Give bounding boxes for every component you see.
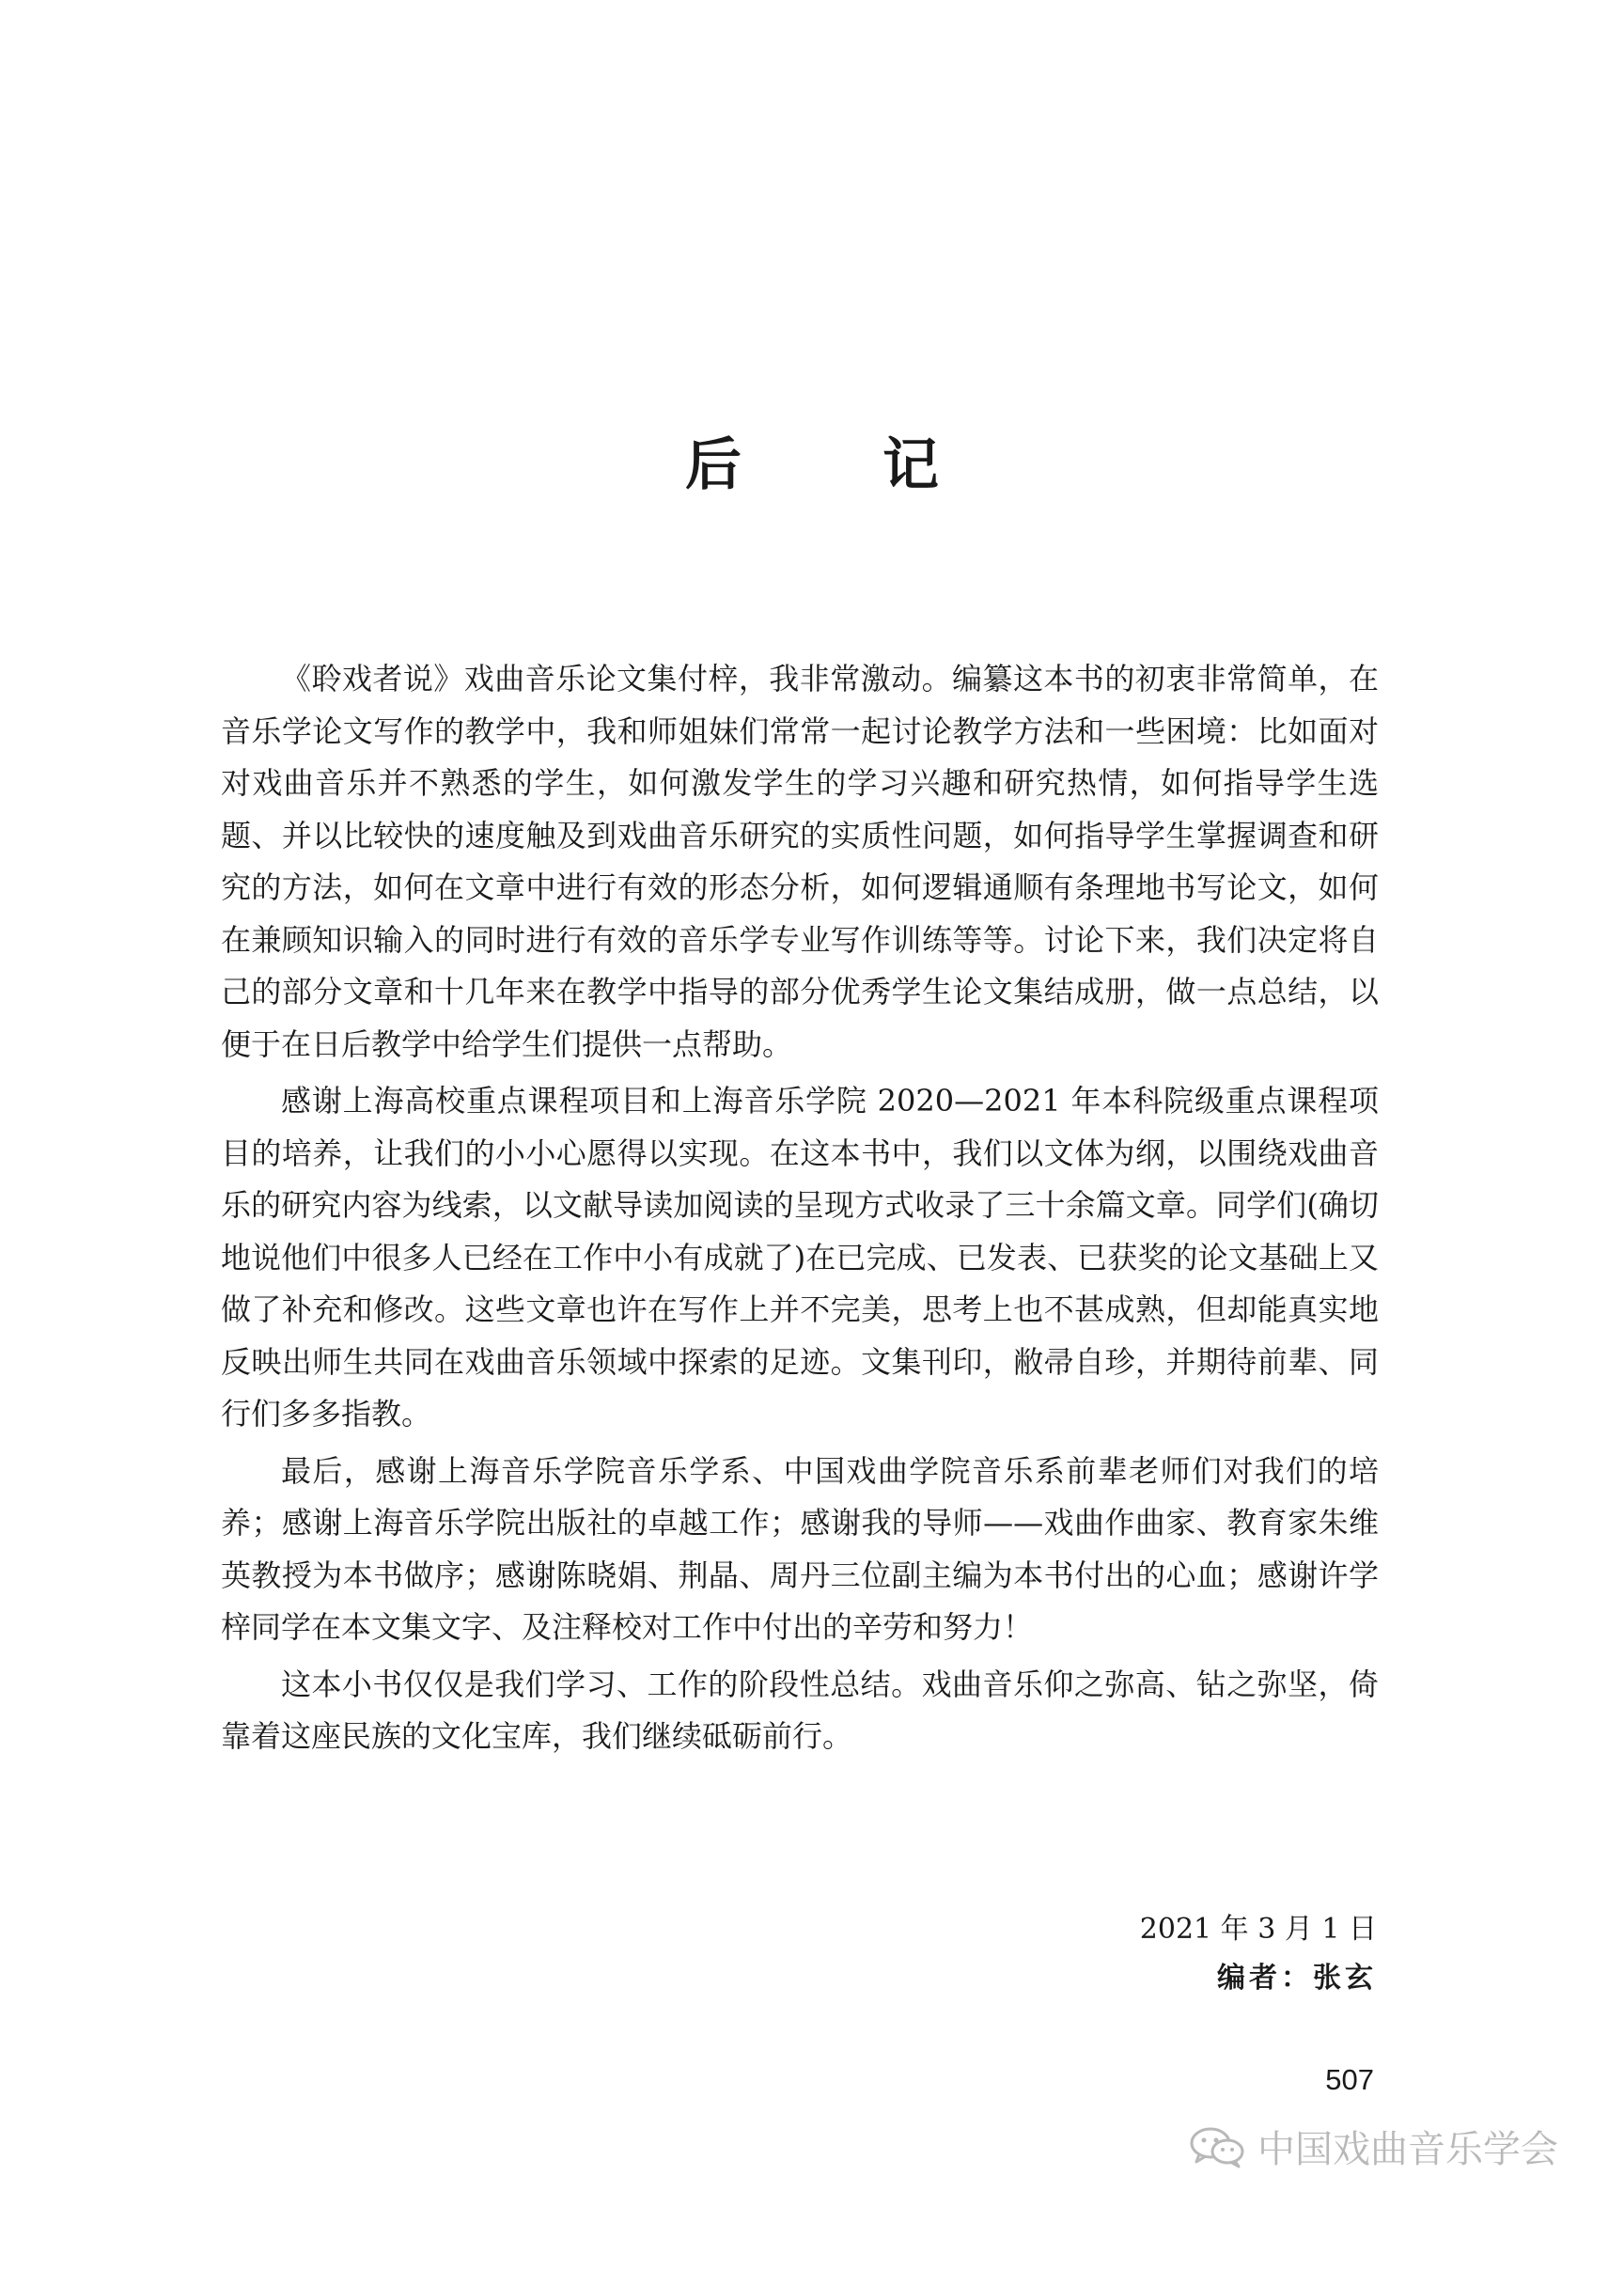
page-number: 507 xyxy=(1325,2063,1374,2096)
paragraph-4: 这本小书仅仅是我们学习、工作的阶段性总结。戏曲音乐仰之弥高、钻之弥坚，倚靠着这座民族的文化宝库，我们继续砥砺前行。 xyxy=(221,1666,1379,1754)
paragraph-1: 《聆戏者说》戏曲音乐论文集付梓，我非常激动。编纂这本书的初衷非常简单，在音乐学论文写作的教学中，我和师姐妹们常常一起讨论教学方法和一些困境：比如面对对戏曲音乐并不熟悉的学生，如何激发学生的学习兴趣和研究热情，如何指导学生选题、并以比较快的速度触及到戏曲音乐研究的实质性问题，如何指导学生掌握调查和研究的方法，如何在文章中进行有效的形态分析，如何逻辑通顺有条理地书写论文，如何在兼顾知识输入的同时进行有效的音乐学专业写作训练等等。讨论下来，我们决定将自己的部分文章和十几年来在教学中指导的部分优秀学生论文集结成册，做一点总结，以便于在日后教学中给学生们提供一点帮助。 xyxy=(221,661,1379,1062)
page-title: 后记 xyxy=(685,432,1080,498)
paragraph-3: 最后，感谢上海音乐学院音乐学系、中国戏曲学院音乐系前辈老师们对我们的培养；感谢上海音乐学院出版社的卓越工作；感谢我的导师——戏曲作曲家、教育家朱维英教授为本书做序；感谢陈晓娟、荆晶、周丹三位副主编为本书付出的心血；感谢许学梓同学在本文集文字、及注释校对工作中付出的辛劳和努力！ xyxy=(221,1452,1379,1645)
signature-date: 2021 年 3 月 1 日 xyxy=(1139,1913,1377,1946)
body-text xyxy=(221,653,1379,1768)
wechat-icon xyxy=(1188,2125,1246,2168)
paragraph-2: 感谢上海高校重点课程项目和上海音乐学院 2020—2021 年本科院级重点课程项目的培养，让我们的小小心愿得以实现。在这本书中，我们以文体为纲，以围绕戏曲音乐的研究内容为线索，以文献导读加阅读的呈现方式收录了三十余篇文章。同学们(确切地说他们中很多人已经在工作中小有成就了)在已完成、已发表、已获奖的论文基础上又做了补充和修改。这些文章也许在写作上并不完美，思考上也不甚成熟，但却能真实地反映出师生共同在戏曲音乐领域中探索的足迹。文集刊印，敝帚自珍，并期待前辈、同行们多多指教。 xyxy=(221,1083,1379,1432)
watermark xyxy=(1188,2120,1558,2173)
watermark-text: 中国戏曲音乐学会 xyxy=(1257,2128,1558,2171)
signature-editor: 编者：张玄 xyxy=(1217,1962,1377,1995)
